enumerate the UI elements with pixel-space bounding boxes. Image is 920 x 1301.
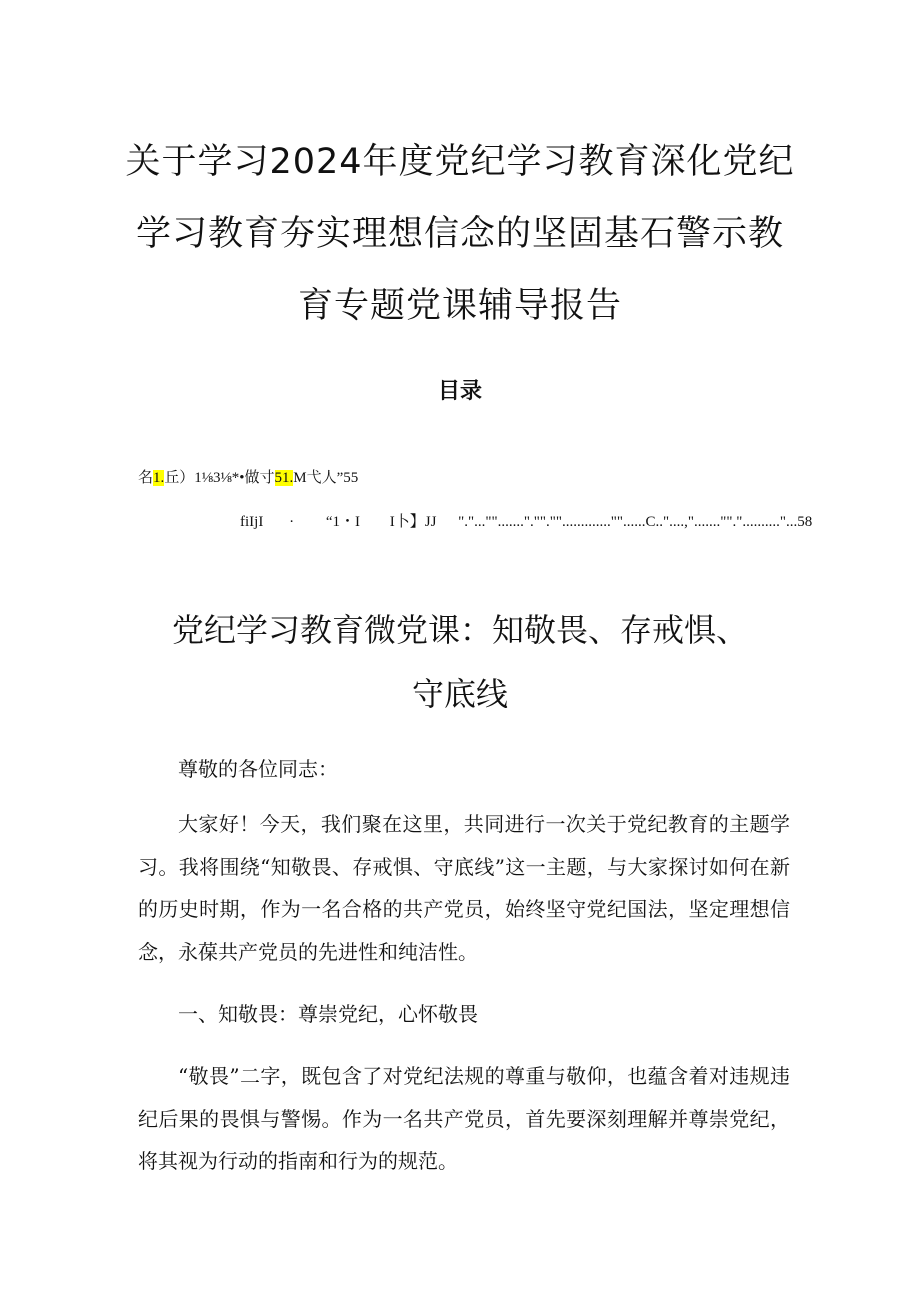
greeting-paragraph: 尊敬的各位同志： bbox=[178, 757, 338, 781]
intro-paragraph: 大家好！今天，我们聚在这里，共同进行一次关于党纪教育的主题学习。我将围绕“知敬畏、存戒惧、守底线”这一主题，与大家探讨如何在新的历史时期，作为一名合格的共产党员，始终坚守党纪国法，坚定理想信念，永葆共产党员的先进性和纯洁性。 bbox=[138, 812, 790, 964]
title-line-2: 学习教育夯实理想信念的坚固基石警示教 bbox=[135, 214, 784, 254]
toc-entry-1-part-a: 名 bbox=[138, 470, 154, 486]
toc-entry-1[interactable] bbox=[138, 468, 358, 488]
section-title bbox=[100, 598, 820, 726]
subheading-1: 一、知敬畏：尊崇党纪，心怀敬畏 bbox=[178, 1002, 478, 1026]
toc-entry-2-part-c: “1・I bbox=[325, 514, 360, 530]
toc-entry-1-part-c: M弋人”55 bbox=[293, 470, 359, 486]
toc-entry-2[interactable] bbox=[240, 512, 812, 532]
section-title-line-1: 党纪学习教育微党课：知敬畏、存戒惧、 bbox=[171, 611, 748, 649]
title-line-3: 育专题党课辅导报告 bbox=[297, 286, 622, 326]
toc-entry-1-part-b: 丘）1⅛3⅛*•做寸 bbox=[164, 470, 275, 486]
document-title bbox=[120, 126, 800, 342]
toc-entry-2-leader: "."..."".......".""."".............""......C.."....,"......."".".........."...58 bbox=[458, 514, 813, 530]
toc-entry-2-part-b: · bbox=[289, 514, 295, 530]
toc-entry-2-part-a: fiIjI bbox=[240, 514, 264, 530]
body-paragraph-2: “敬畏”二字，既包含了对党纪法规的尊重与敬仰，也蕴含着对违规违纪后果的畏惧与警惕。作为一名共产党员，首先要深刻理解并尊崇党纪，将其视为行动的指南和行为的规范。 bbox=[138, 1064, 790, 1173]
toc-heading: 目录 bbox=[437, 379, 482, 404]
toc-entry-1-highlight-a: 1. bbox=[153, 470, 165, 486]
title-line-1: 关于学习2024年度党纪学习教育深化党纪 bbox=[125, 142, 795, 182]
section-title-line-2: 守底线 bbox=[411, 675, 508, 713]
toc-entry-2-part-d: I卜】JJ bbox=[389, 514, 437, 530]
toc-entry-1-highlight-b: 51. bbox=[274, 470, 294, 486]
